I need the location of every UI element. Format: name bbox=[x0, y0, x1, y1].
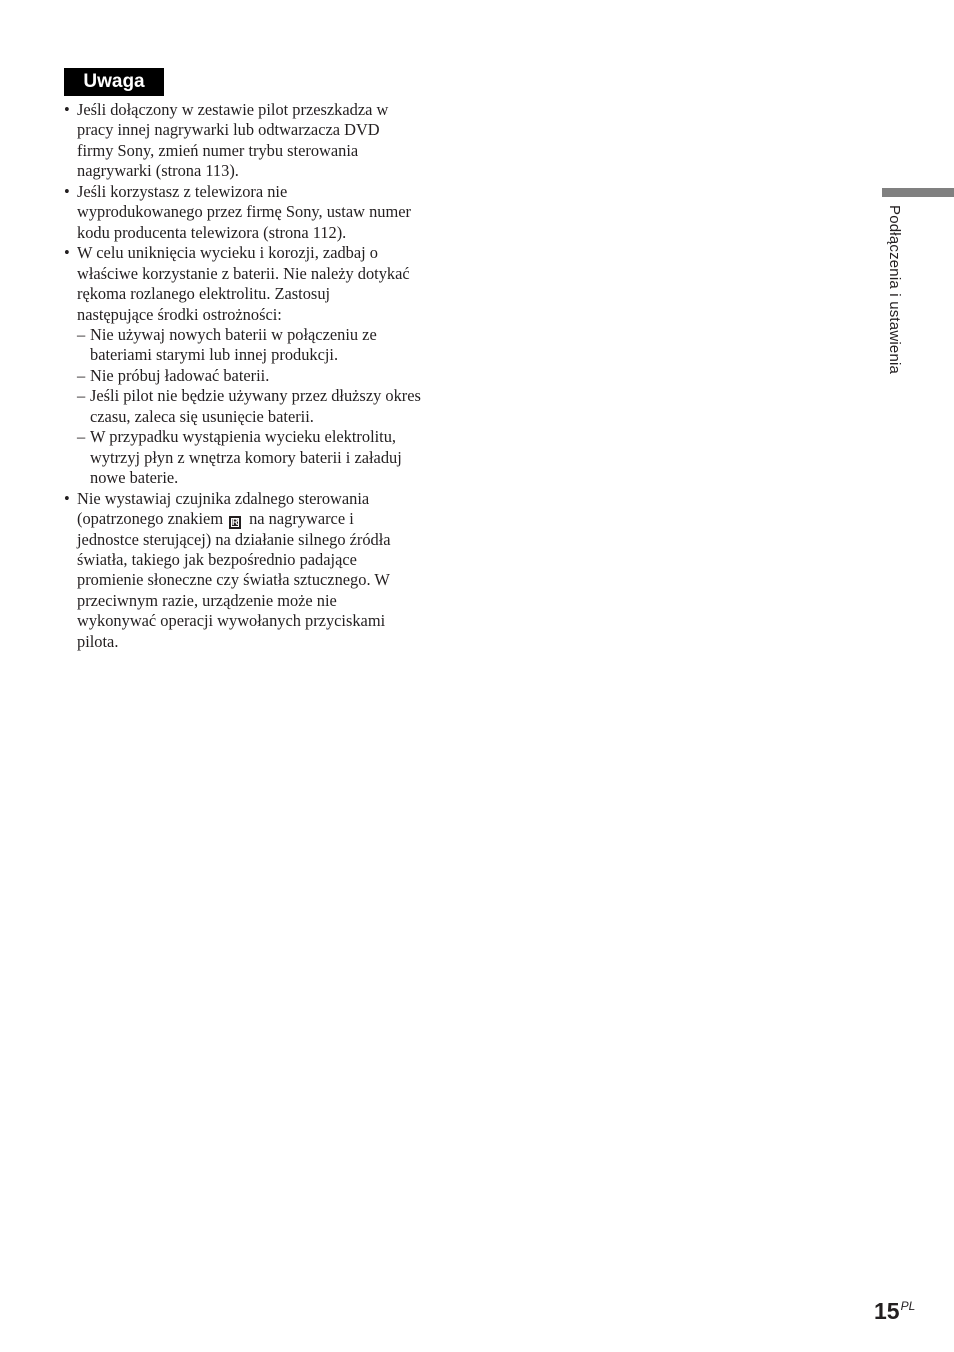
line-text: na nagrywarce i bbox=[249, 509, 354, 529]
note-heading: Uwaga bbox=[64, 68, 164, 96]
line: czasu, zaleca się usunięcie baterii. bbox=[90, 406, 314, 426]
line: Nie używaj nowych baterii w połączeniu ze bbox=[90, 324, 377, 344]
remote-sensor-icon-letter: R bbox=[231, 517, 239, 528]
page-number-value: 15 bbox=[874, 1298, 900, 1324]
line: światła, takiego jak bezpośrednio padające bbox=[77, 549, 357, 569]
line: jednostce sterującej) na działanie silnego źródła bbox=[77, 529, 391, 549]
section-label: Podłączenia i ustawienia bbox=[886, 205, 903, 375]
sub-item-4 bbox=[77, 427, 454, 488]
note-item-2 bbox=[64, 182, 454, 243]
bullet: • bbox=[64, 488, 70, 508]
line: następujące środki ostrożności: bbox=[77, 304, 282, 324]
line: nagrywarki (strona 113). bbox=[77, 161, 239, 181]
section-tab-bar bbox=[882, 188, 954, 197]
line: wyprodukowanego przez firmę Sony, ustaw numer bbox=[77, 202, 411, 222]
line: wykonywać operacji wywołanych przyciskami bbox=[77, 611, 386, 631]
dash: – bbox=[77, 386, 86, 406]
note-item-1 bbox=[64, 100, 454, 182]
line: firmy Sony, zmień numer trybu sterowania bbox=[77, 140, 359, 160]
note-list bbox=[64, 100, 454, 652]
line: Nie próbuj ładować baterii. bbox=[90, 365, 270, 385]
line: Jeśli korzystasz z telewizora nie bbox=[77, 181, 288, 201]
sub-item-1 bbox=[77, 325, 454, 366]
sub-item-3 bbox=[77, 386, 454, 427]
dash: – bbox=[77, 427, 86, 447]
sub-item-2 bbox=[77, 366, 454, 386]
line: Jeśli dołączony w zestawie pilot przeszkadza w bbox=[77, 100, 389, 119]
line: przeciwnym razie, urządzenie może nie bbox=[77, 590, 337, 610]
line: nowe baterie. bbox=[90, 468, 179, 488]
note-item-3 bbox=[64, 243, 454, 488]
line: kodu producenta telewizora (strona 112). bbox=[77, 222, 347, 242]
line: pracy innej nagrywarki lub odtwarzacza DVD bbox=[77, 120, 380, 140]
line: W przypadku wystąpienia wycieku elektrolitu, bbox=[90, 427, 397, 447]
line: bateriami starymi lub innej produkcji. bbox=[90, 345, 339, 365]
bullet: • bbox=[64, 243, 70, 263]
bullet: • bbox=[64, 100, 70, 119]
line: W celu uniknięcia wycieku i korozji, zadbaj o bbox=[77, 243, 378, 263]
line: pilota. bbox=[77, 631, 119, 651]
line-text: (opatrzonego znakiem bbox=[77, 509, 224, 529]
dash: – bbox=[77, 324, 86, 344]
line: właściwe korzystanie z baterii. Nie należy dotykać bbox=[77, 263, 410, 283]
line: promienie słoneczne czy światła sztucznego. W bbox=[77, 570, 390, 590]
note-item-4 bbox=[64, 489, 454, 653]
page-language-code: PL bbox=[900, 1299, 916, 1313]
line: Nie wystawiaj czujnika zdalnego sterowania bbox=[77, 488, 370, 508]
bullet: • bbox=[64, 181, 70, 201]
line: wytrzyj płyn z wnętrza komory baterii i załaduj bbox=[90, 447, 402, 467]
dash: – bbox=[77, 365, 86, 385]
line-with-icon bbox=[77, 509, 454, 529]
page-number bbox=[874, 1298, 915, 1325]
line: rękoma rozlanego elektrolitu. Zastosuj bbox=[77, 284, 331, 304]
line: Jeśli pilot nie będzie używany przez dłuższy okres bbox=[90, 386, 421, 406]
remote-sensor-icon bbox=[229, 516, 241, 529]
